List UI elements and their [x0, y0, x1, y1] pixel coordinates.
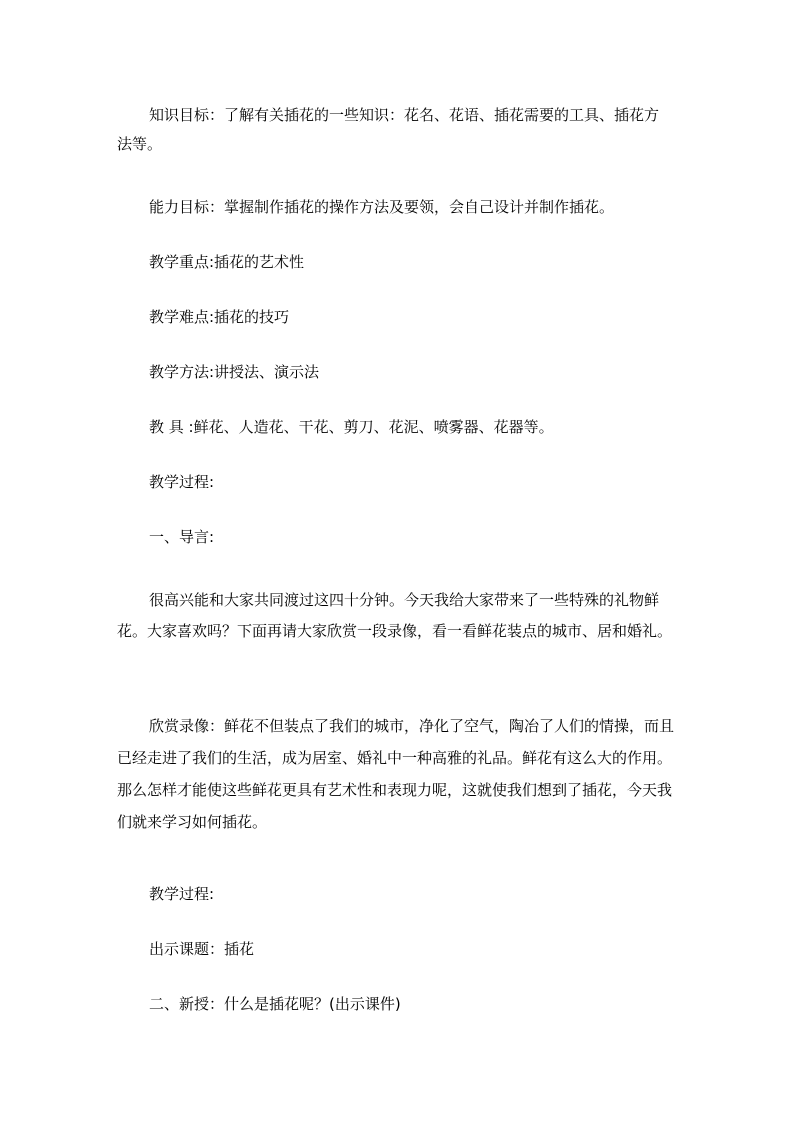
ability-goal-paragraph: 能力目标：掌握制作插花的操作方法及要领，会自己设计并制作插花。: [149, 198, 615, 216]
teaching-method-paragraph: 教学方法:讲授法、演示法: [149, 363, 320, 381]
teaching-focus-paragraph: 教学重点:插花的艺术性: [149, 253, 305, 271]
new-lesson-paragraph: 二、新授：什么是插花呢？(出示课件): [149, 995, 401, 1013]
teaching-difficulty-paragraph: 教学难点:插花的技巧: [149, 308, 290, 326]
show-topic-paragraph: 出示课题：插花: [149, 940, 255, 958]
knowledge-goal-paragraph: 知识目标：了解有关插花的一些知识：花名、花语、插花需要的工具、插花方 法等。: [117, 106, 660, 153]
video-paragraph: 欣赏录像：鲜花不但装点了我们的城市，净化了空气，陶冶了人们的情操，而且已经走进了我们的生活，成为居室、婚礼中一种高雅的礼品。鲜花有这么大的作用。那么怎样才能使这些鲜花更具有艺术性和表现力呢，这就使我们想到了插花，今天我们就来学习如何插花。: [117, 717, 675, 831]
teaching-process-heading-2: 教学过程:: [149, 885, 215, 903]
teaching-process-heading: 教学过程:: [149, 473, 215, 491]
welcome-paragraph: 很高兴能和大家共同渡过这四十分钟。今天我给大家带来了一些特殊的礼物鲜花。大家喜欢吗？下面再请大家欣赏一段录像，看一看鲜花装点的城市、居和婚礼。: [117, 591, 673, 640]
teaching-tools-paragraph: 教 具 :鲜花、人造花、干花、剪刀、花泥、喷雾器、花器等。: [149, 418, 554, 436]
introduction-heading: 一、导言:: [149, 528, 215, 546]
